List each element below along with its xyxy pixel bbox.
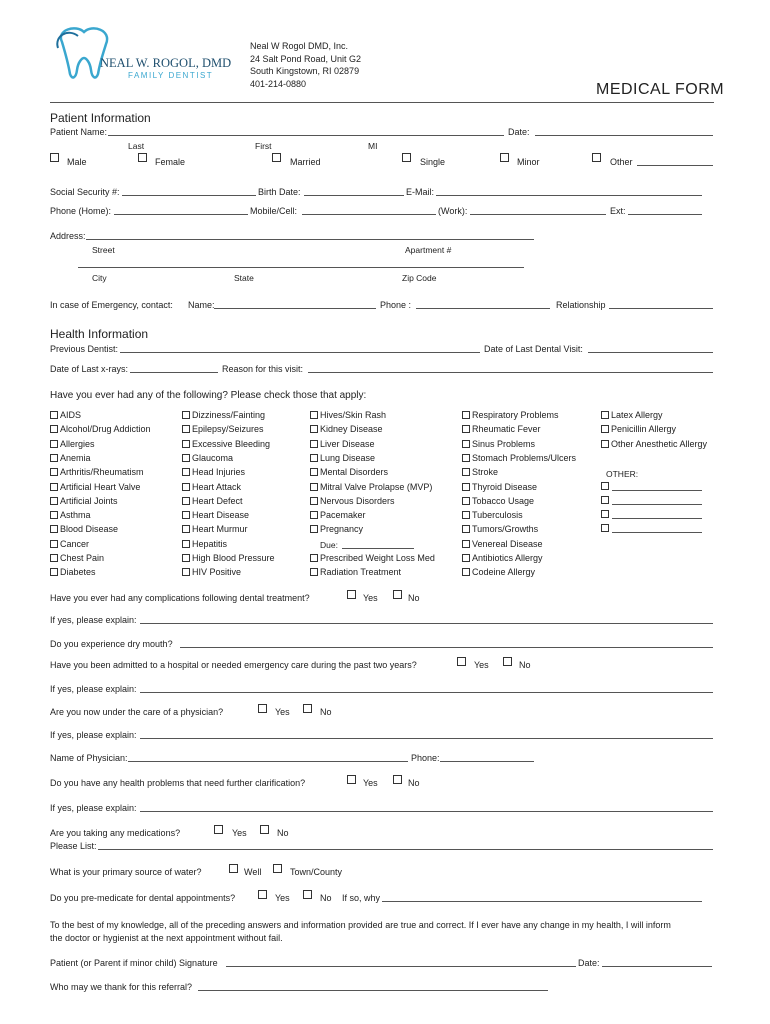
condition-label: Mental Disorders [320,467,389,478]
condition-checkbox[interactable] [310,425,318,433]
condition-checkbox[interactable] [182,525,190,533]
condition-checkbox[interactable] [50,497,58,505]
hospital-explain-field[interactable] [140,692,713,693]
medications-no-checkbox[interactable] [260,825,269,834]
problems-question: Do you have any health problems that need further clarification? [50,778,306,788]
email-field[interactable] [436,195,702,196]
health-info-heading: Health Information [50,327,149,341]
signature-date-field[interactable] [602,966,712,967]
emergency-name-label: Name: [188,300,215,310]
emergency-label: In case of Emergency, contact: [50,300,173,310]
condition-label: Pacemaker [320,510,366,521]
condition-label: Diabetes [60,567,96,578]
minor-checkbox[interactable] [500,153,509,162]
hospital-no-checkbox[interactable] [503,657,512,666]
other-condition-checkbox[interactable] [601,510,609,518]
condition-checkbox[interactable] [310,440,318,448]
logo-name: NEAL W. ROGOL, DMD [100,56,232,70]
city-state-zip-field[interactable] [78,267,524,268]
condition-checkbox[interactable] [462,554,470,562]
no-label: No [519,660,531,670]
zip-caption: Zip Code [402,273,437,283]
yes-label: Yes [232,828,247,838]
other-condition-field[interactable] [612,532,702,533]
complications-yes-checkbox[interactable] [347,590,356,599]
birth-date-label: Birth Date: [258,187,301,197]
condition-label: Rheumatic Fever [472,424,541,435]
condition-label: Pregnancy [320,524,364,535]
physician-phone-field[interactable] [440,761,534,762]
address-line: Neal W Rogol DMD, Inc. [250,41,349,51]
phone-home-label: Phone (Home): [50,206,112,216]
tooth-logo-icon [48,22,118,82]
condition-label: Latex Allergy [611,410,663,420]
single-label: Single [420,157,446,167]
mobile-field[interactable] [302,214,436,215]
condition-checkbox[interactable] [182,454,190,462]
condition-label: Heart Murmur [192,524,248,535]
condition-checkbox[interactable] [182,425,190,433]
other-field[interactable] [637,165,713,166]
ext-field[interactable] [628,214,702,215]
premedicate-no-checkbox[interactable] [303,890,312,899]
pregnancy-due-field[interactable] [342,548,414,549]
work-label: (Work): [438,206,468,216]
condition-checkbox[interactable] [462,525,470,533]
medications-question: Are you taking any medications? [50,828,181,838]
condition-checkbox[interactable] [50,483,58,491]
hospital-yes-checkbox[interactable] [457,657,466,666]
condition-label: Tuberculosis [472,510,523,521]
last-visit-label: Date of Last Dental Visit: [484,344,583,354]
condition-label: Cancer [60,538,90,549]
email-label: E-Mail: [406,187,435,197]
hospital-question: Have you been admitted to a hospital or needed emergency care during the past two years? [50,660,417,670]
address-line: South Kingstown, RI 02879 [250,66,360,76]
complications-explain-field[interactable] [140,623,713,624]
condition-label: Liver Disease [320,438,375,449]
complications-no-checkbox[interactable] [393,590,402,599]
condition-label: Dizziness/Fainting [192,410,266,420]
condition-checkbox[interactable] [601,440,609,448]
condition-label: Thyroid Disease [472,481,538,492]
well-label: Well [244,867,262,877]
condition-checkbox[interactable] [50,554,58,562]
minor-label: Minor [517,157,540,167]
physician-phone-label: Phone: [411,753,440,763]
condition-checkbox[interactable] [182,554,190,562]
condition-label: Respiratory Problems [472,410,559,420]
condition-label: Venereal Disease [472,538,543,549]
problems-yes-checkbox[interactable] [347,775,356,784]
condition-label: Anemia [60,452,91,463]
physician-explain-field[interactable] [140,738,713,739]
condition-checkbox[interactable] [50,568,58,576]
if-yes-label: If yes, please explain: [50,803,137,813]
no-label: No [408,593,420,603]
condition-checkbox[interactable] [50,468,58,476]
attestation-statement: To the best of my knowledge, all of the preceding answers and information provided are true and correct. If I ever have any change in my health, I will inform the doctor or hygienist at the next appointment without fail. [50,920,671,943]
premedicate-yes-checkbox[interactable] [258,890,267,899]
ssn-field[interactable] [122,195,256,196]
condition-checkbox[interactable] [182,568,190,576]
due-label: Due: [320,540,338,550]
logo [48,22,232,82]
previous-dentist-label: Previous Dentist: [50,344,119,354]
condition-label: Blood Disease [60,524,119,535]
married-checkbox[interactable] [272,153,281,162]
condition-checkbox[interactable] [462,540,470,548]
condition-checkbox[interactable] [50,511,58,519]
condition-label: Sinus Problems [472,438,536,449]
condition-label: Heart Disease [192,510,250,521]
condition-label: Prescribed Weight Loss Med [320,553,435,563]
emergency-phone-field[interactable] [416,308,550,309]
condition-checkbox[interactable] [310,454,318,462]
conditions-question: Have you ever had any of the following? Please check those that apply: [50,390,367,401]
condition-checkbox[interactable] [601,411,609,419]
dry-mouth-question: Do you experience dry mouth? [50,639,173,649]
date-label: Date: [508,127,530,137]
physician-care-yes-checkbox[interactable] [258,704,267,713]
other-condition-field[interactable] [612,504,702,505]
previous-dentist-field[interactable] [120,352,480,353]
signature-field[interactable] [226,966,576,967]
ext-label: Ext: [610,206,626,216]
condition-label: Chest Pain [60,553,105,563]
condition-checkbox[interactable] [310,483,318,491]
relationship-field[interactable] [609,308,713,309]
condition-checkbox[interactable] [462,440,470,448]
address-label: Address: [50,231,86,241]
condition-label: Heart Defect [192,495,243,506]
referral-field[interactable] [198,990,548,991]
condition-checkbox[interactable] [462,497,470,505]
condition-label: Lung Disease [320,452,376,463]
last-name-caption: Last [128,141,145,151]
referral-label: Who may we thank for this referral? [50,982,193,992]
married-label: Married [290,157,321,167]
condition-label: Other Anesthetic Allergy [611,438,708,449]
single-checkbox[interactable] [402,153,411,162]
condition-checkbox[interactable] [182,483,190,491]
if-so-label: If so, why [342,893,381,903]
condition-label: Penicillin Allergy [611,424,677,435]
condition-checkbox[interactable] [310,525,318,533]
condition-checkbox[interactable] [50,411,58,419]
problems-explain-field[interactable] [140,811,713,812]
no-label: No [277,828,289,838]
physician-care-no-checkbox[interactable] [303,704,312,713]
water-well-checkbox[interactable] [229,864,238,873]
work-field[interactable] [470,214,606,215]
condition-label: Artificial Heart Valve [60,481,141,492]
address-line: 24 Salt Pond Road, Unit G2 [250,53,362,64]
complications-question: Have you ever had any complications following dental treatment? [50,593,310,603]
please-list-label: Please List: [50,841,97,851]
emergency-name-field[interactable] [214,308,376,309]
yes-label: Yes [363,778,378,788]
yes-label: Yes [363,593,378,603]
water-town-checkbox[interactable] [273,864,282,873]
address-line: 401-214-0880 [250,78,307,89]
male-label: Male [67,157,87,167]
last-xrays-field[interactable] [130,372,218,373]
no-label: No [408,778,420,788]
condition-checkbox[interactable] [310,468,318,476]
condition-checkbox[interactable] [182,540,190,548]
condition-checkbox[interactable] [601,425,609,433]
other-checkbox[interactable] [592,153,601,162]
condition-checkbox[interactable] [462,425,470,433]
condition-checkbox[interactable] [182,497,190,505]
form-title: MEDICAL FORM [596,81,725,98]
no-label: No [320,893,332,903]
condition-label: Radiation Treatment [320,567,402,578]
condition-checkbox[interactable] [462,483,470,491]
condition-checkbox[interactable] [462,454,470,462]
physician-name-label: Name of Physician: [50,753,128,763]
problems-no-checkbox[interactable] [393,775,402,784]
condition-checkbox[interactable] [462,468,470,476]
condition-label: Nervous Disorders [320,495,395,506]
premedicate-reason-field[interactable] [382,901,702,902]
condition-label: AIDS [60,410,82,420]
condition-label: Codeine Allergy [472,567,536,578]
no-label: No [320,707,332,717]
yes-label: Yes [275,893,290,903]
condition-checkbox[interactable] [50,440,58,448]
female-checkbox[interactable] [138,153,147,162]
condition-checkbox[interactable] [462,411,470,419]
reason-field[interactable] [308,372,713,373]
other-condition-checkbox[interactable] [601,496,609,504]
street-caption: Street [92,245,115,255]
condition-checkbox[interactable] [50,540,58,548]
last-visit-field[interactable] [588,352,713,353]
condition-checkbox[interactable] [50,525,58,533]
condition-label: Tumors/Growths [472,524,539,535]
if-yes-label: If yes, please explain: [50,684,137,694]
other-condition-checkbox[interactable] [601,482,609,490]
condition-label: Heart Attack [192,481,242,492]
medications-yes-checkbox[interactable] [214,825,223,834]
condition-label: Asthma [60,510,91,521]
condition-checkbox[interactable] [310,568,318,576]
water-question: What is your primary source of water? [50,867,202,877]
female-label: Female [155,157,186,167]
birth-date-field[interactable] [304,195,404,196]
condition-label: Epilepsy/Seizures [192,424,264,435]
condition-label: Artificial Joints [60,495,118,506]
condition-label: Antibiotics Allergy [472,553,543,563]
if-yes-label: If yes, please explain: [50,615,137,625]
condition-label: Allergies [60,438,95,449]
yes-label: Yes [474,660,489,670]
first-name-caption: First [255,141,272,151]
phone-home-field[interactable] [114,214,248,215]
mi-caption: MI [368,141,378,151]
condition-label: Glaucoma [192,452,234,463]
physician-name-field[interactable] [128,761,408,762]
condition-checkbox[interactable] [462,511,470,519]
patient-name-label: Patient Name: [50,127,108,137]
condition-checkbox[interactable] [182,468,190,476]
patient-name-field[interactable] [108,135,504,136]
other-condition-field[interactable] [612,490,702,491]
condition-label: Stomach Problems/Ulcers [472,452,577,463]
condition-checkbox[interactable] [462,568,470,576]
condition-checkbox[interactable] [182,440,190,448]
title-divider [50,102,714,103]
state-caption: State [234,273,254,283]
relationship-label: Relationship [556,300,606,310]
other-condition-field[interactable] [612,518,702,519]
dry-mouth-field[interactable] [180,647,713,648]
apartment-caption: Apartment # [405,245,452,255]
condition-label: Tobacco Usage [472,495,535,506]
emergency-phone-label: Phone : [380,300,412,310]
ssn-label: Social Security #: [50,187,120,197]
logo-subtitle: FAMILY DENTIST [128,71,214,80]
condition-label: Mitral Valve Prolapse (MVP) [320,481,433,492]
date-field[interactable] [535,135,713,136]
condition-checkbox[interactable] [182,511,190,519]
condition-label: Hives/Skin Rash [320,410,387,420]
condition-checkbox[interactable] [310,511,318,519]
condition-label: Hepatitis [192,538,228,549]
street-field[interactable] [86,239,534,240]
mobile-label: Mobile/Cell: [250,206,298,216]
condition-checkbox[interactable] [310,411,318,419]
physician-care-question: Are you now under the care of a physician? [50,707,224,717]
patient-info-heading: Patient Information [50,111,151,125]
condition-checkbox[interactable] [50,425,58,433]
practice-address [250,40,361,90]
condition-label: Excessive Bleeding [192,438,271,449]
last-xrays-label: Date of Last x-rays: [50,364,129,374]
signature-date-label: Date: [578,958,600,968]
if-yes-label: If yes, please explain: [50,730,137,740]
signature-label: Patient (or Parent if minor child) Signature [50,958,218,968]
yes-label: Yes [275,707,290,717]
condition-label: HIV Positive [192,567,242,578]
condition-checkbox[interactable] [182,411,190,419]
other-conditions-label: OTHER: [606,469,639,479]
other-condition-checkbox[interactable] [601,524,609,532]
reason-label: Reason for this visit: [222,364,304,374]
condition-label: Arthritis/Rheumatism [60,467,144,478]
condition-label: Stroke [472,467,499,478]
condition-label: Kidney Disease [320,424,383,435]
male-checkbox[interactable] [50,153,59,162]
condition-label: Alcohol/Drug Addiction [60,424,151,435]
condition-label: Head Injuries [192,467,246,478]
city-caption: City [92,273,107,283]
condition-label: High Blood Pressure [192,553,275,563]
medications-list-field[interactable] [98,849,713,850]
premedicate-question: Do you pre-medicate for dental appointments? [50,893,236,903]
condition-checkbox[interactable] [310,554,318,562]
other-label: Other [610,157,633,167]
condition-checkbox[interactable] [50,454,58,462]
condition-checkbox[interactable] [310,497,318,505]
town-label: Town/County [290,867,343,877]
